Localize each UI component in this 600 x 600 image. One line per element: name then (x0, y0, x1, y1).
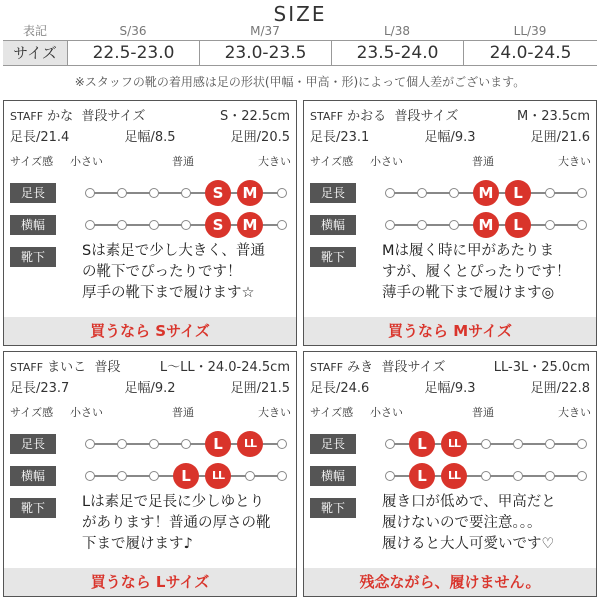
fit-size-marker: S (205, 212, 231, 238)
fit-size-marker: L (505, 212, 531, 238)
comment-line: 厚手の靴下まで履けます☆ (82, 285, 255, 301)
fit-dot (117, 471, 127, 481)
staff-panel (303, 100, 597, 346)
usual-size-label: 普段サイズ (394, 109, 459, 124)
fit-dot (577, 220, 587, 230)
comment-line: があります！普通の厚さの靴 (82, 515, 271, 531)
staff-header (310, 356, 590, 375)
fit-dot (577, 471, 587, 481)
width-row-label: 横幅 (10, 215, 56, 235)
fit-dot (117, 188, 127, 198)
fit-note: ※スタッフの靴の着用感は足の形状(甲幅・甲高・形)によって個人差がございます。 (74, 75, 526, 89)
fit-dot (545, 220, 555, 230)
fit-dot (149, 188, 159, 198)
foot-length: 足長/23.1 (310, 130, 370, 145)
length-row-label: 足長 (310, 183, 356, 203)
fit-size-marker: M (237, 212, 263, 238)
fit-dot (385, 439, 395, 449)
fit-dot (449, 220, 459, 230)
usual-size-value: LL-3L・25.0cm (493, 360, 590, 375)
fit-dot (385, 220, 395, 230)
fit-scale-label: サイズ感 (10, 155, 54, 168)
comment-line: 下まで履けます♪ (82, 536, 193, 552)
usual-size-label: 普段サイズ (81, 109, 146, 124)
fit-size-marker: LL (441, 431, 467, 457)
staff-name: みき (347, 360, 374, 375)
fit-dot (385, 471, 395, 481)
comment-line: Mは履く時に甲があたりま (382, 243, 555, 259)
foot-measurements (310, 126, 590, 145)
width-row-label: 横幅 (310, 215, 356, 235)
fit-dot (449, 188, 459, 198)
fit-scale-normal: 普通 (172, 155, 194, 168)
fit-size-marker: LL (237, 431, 263, 457)
fit-scale-header (304, 404, 596, 420)
length-row-label: 足長 (10, 434, 56, 454)
fit-size-marker: LL (441, 463, 467, 489)
fit-track-length (90, 431, 282, 457)
length-row-label: 足長 (310, 434, 356, 454)
fit-dot (417, 188, 427, 198)
fit-scale-header (304, 153, 596, 169)
fit-dot (577, 188, 587, 198)
fit-size-marker: S (205, 180, 231, 206)
staff-label: STAFF (310, 110, 344, 123)
purchase-verdict: 残念ながら、履けません。 (304, 568, 596, 596)
width-row-label: 横幅 (310, 466, 356, 486)
fit-dot (545, 471, 555, 481)
purchase-verdict: 買うなら Mサイズ (304, 317, 596, 345)
foot-circumference: 足囲/21.6 (530, 130, 590, 145)
purchase-verdict: 買うなら Sサイズ (4, 317, 296, 345)
socks-row-label: 靴下 (310, 498, 356, 518)
fit-size-marker: M (237, 180, 263, 206)
fit-track-width (90, 212, 282, 238)
foot-length: 足長/21.4 (10, 130, 70, 145)
fit-scale-small: 小さい (370, 155, 403, 168)
foot-measurements (10, 377, 290, 396)
comment-line: 履けると大人可愛いです♡ (382, 536, 555, 552)
fit-scale-label: サイズ感 (310, 406, 354, 419)
fit-scale-big: 大きい (558, 155, 591, 168)
fit-scale-label: サイズ感 (10, 406, 54, 419)
fit-scale-normal: 普通 (172, 406, 194, 419)
fit-dot (385, 188, 395, 198)
fit-track-length (390, 431, 582, 457)
size-table-header-cell: M/37 (250, 24, 280, 38)
staff-header (310, 105, 590, 124)
fit-dot (417, 220, 427, 230)
fit-dot (85, 439, 95, 449)
fit-size-marker: LL (205, 463, 231, 489)
staff-name: かな (47, 109, 74, 124)
fit-dot (277, 439, 287, 449)
width-row-label: 横幅 (10, 466, 56, 486)
fit-track-length (90, 180, 282, 206)
staff-panel (3, 100, 297, 346)
fit-dot (149, 220, 159, 230)
fit-size-marker: L (409, 463, 435, 489)
foot-circumference: 足囲/21.5 (230, 381, 290, 396)
fit-size-marker: L (173, 463, 199, 489)
foot-circumference: 足囲/22.8 (530, 381, 590, 396)
size-table-header-cell: 表記 (22, 24, 47, 38)
fit-dot (181, 188, 191, 198)
fit-dot (545, 439, 555, 449)
size-table-header-cell: LL/39 (513, 24, 547, 38)
size-table-value-cell: 23.0-23.5 (199, 41, 331, 65)
comment-line: 履けないので要注意。。。 (382, 515, 542, 531)
staff-label: STAFF (10, 110, 44, 123)
staff-panel (3, 351, 297, 597)
staff-header (10, 105, 290, 124)
socks-row-label: 靴下 (10, 498, 56, 518)
usual-size-label: 普段サイズ (381, 360, 446, 375)
fit-track-width (390, 463, 582, 489)
comment-line: 履き口が低めで、甲高だと (382, 494, 556, 510)
fit-scale-small: 小さい (70, 155, 103, 168)
usual-size-value: M・23.5cm (517, 109, 590, 124)
foot-width: 足幅/9.3 (424, 130, 476, 145)
fit-scale-big: 大きい (258, 155, 291, 168)
fit-size-marker: M (473, 180, 499, 206)
fit-scale-big: 大きい (258, 406, 291, 419)
fit-dot (85, 471, 95, 481)
foot-width: 足幅/9.3 (424, 381, 476, 396)
socks-row-label: 靴下 (310, 247, 356, 267)
fit-dot (85, 220, 95, 230)
fit-dot (545, 188, 555, 198)
fit-dot (277, 471, 287, 481)
comment-line: Sは素足で少し大きく、普通 (82, 243, 265, 259)
staff-name: まいこ (47, 360, 87, 375)
size-table-header-cell: S/36 (119, 24, 147, 38)
staff-label: STAFF (310, 361, 344, 374)
comment-line: 薄手の靴下まで履けます◎ (382, 285, 555, 301)
fit-dot (245, 471, 255, 481)
fit-dot (149, 439, 159, 449)
size-table-value-cell: 24.0-24.5 (463, 41, 597, 65)
foot-measurements (10, 126, 290, 145)
fit-track-width (390, 212, 582, 238)
comment-line: の靴下でぴったりです！ (82, 264, 242, 280)
size-table-header-row (3, 22, 597, 40)
fit-dot (277, 220, 287, 230)
staff-comment (382, 492, 592, 555)
comment-line: Lは素足で足長に少しゆとり (82, 494, 265, 510)
fit-dot (181, 439, 191, 449)
fit-dot (181, 220, 191, 230)
foot-width: 足幅/8.5 (124, 130, 176, 145)
fit-size-marker: L (505, 180, 531, 206)
fit-dot (85, 188, 95, 198)
fit-scale-small: 小さい (70, 406, 103, 419)
fit-scale-header (4, 153, 296, 169)
fit-dot (513, 471, 523, 481)
foot-measurements (310, 377, 590, 396)
fit-scale-header (4, 404, 296, 420)
foot-length: 足長/23.7 (10, 381, 70, 396)
size-table-value-cell: 22.5-23.0 (67, 41, 199, 65)
size-title: SIZE (273, 2, 327, 26)
fit-dot (513, 439, 523, 449)
fit-scale-big: 大きい (558, 406, 591, 419)
usual-size-label: 普段 (94, 360, 121, 375)
foot-circumference: 足囲/20.5 (230, 130, 290, 145)
size-table-row-label: サイズ (3, 41, 67, 65)
usual-size-value: S・22.5cm (219, 109, 290, 124)
purchase-verdict: 買うなら Lサイズ (4, 568, 296, 596)
fit-track-length (390, 180, 582, 206)
fit-size-marker: M (473, 212, 499, 238)
staff-comment (382, 241, 592, 304)
staff-panel (303, 351, 597, 597)
staff-header (10, 356, 290, 375)
length-row-label: 足長 (10, 183, 56, 203)
size-table-value-cell: 23.5-24.0 (331, 41, 463, 65)
fit-scale-small: 小さい (370, 406, 403, 419)
fit-dot (481, 471, 491, 481)
comment-line: すが、履くとぴったりです！ (382, 264, 571, 280)
fit-size-marker: L (205, 431, 231, 457)
fit-dot (577, 439, 587, 449)
foot-width: 足幅/9.2 (124, 381, 176, 396)
size-table-value-row (3, 40, 597, 66)
fit-dot (481, 439, 491, 449)
size-table-header-cell: L/38 (384, 24, 410, 38)
staff-comment (82, 241, 292, 304)
fit-scale-normal: 普通 (472, 406, 494, 419)
fit-dot (149, 471, 159, 481)
fit-dot (117, 220, 127, 230)
socks-row-label: 靴下 (10, 247, 56, 267)
fit-size-marker: L (409, 431, 435, 457)
staff-comment (82, 492, 292, 555)
fit-scale-normal: 普通 (472, 155, 494, 168)
fit-track-width (90, 463, 282, 489)
foot-length: 足長/24.6 (310, 381, 370, 396)
fit-scale-label: サイズ感 (310, 155, 354, 168)
staff-name: かおる (347, 109, 387, 124)
staff-label: STAFF (10, 361, 44, 374)
usual-size-value: L〜LL・24.0-24.5cm (159, 360, 290, 375)
fit-dot (117, 439, 127, 449)
size-table (3, 22, 597, 66)
fit-dot (277, 188, 287, 198)
